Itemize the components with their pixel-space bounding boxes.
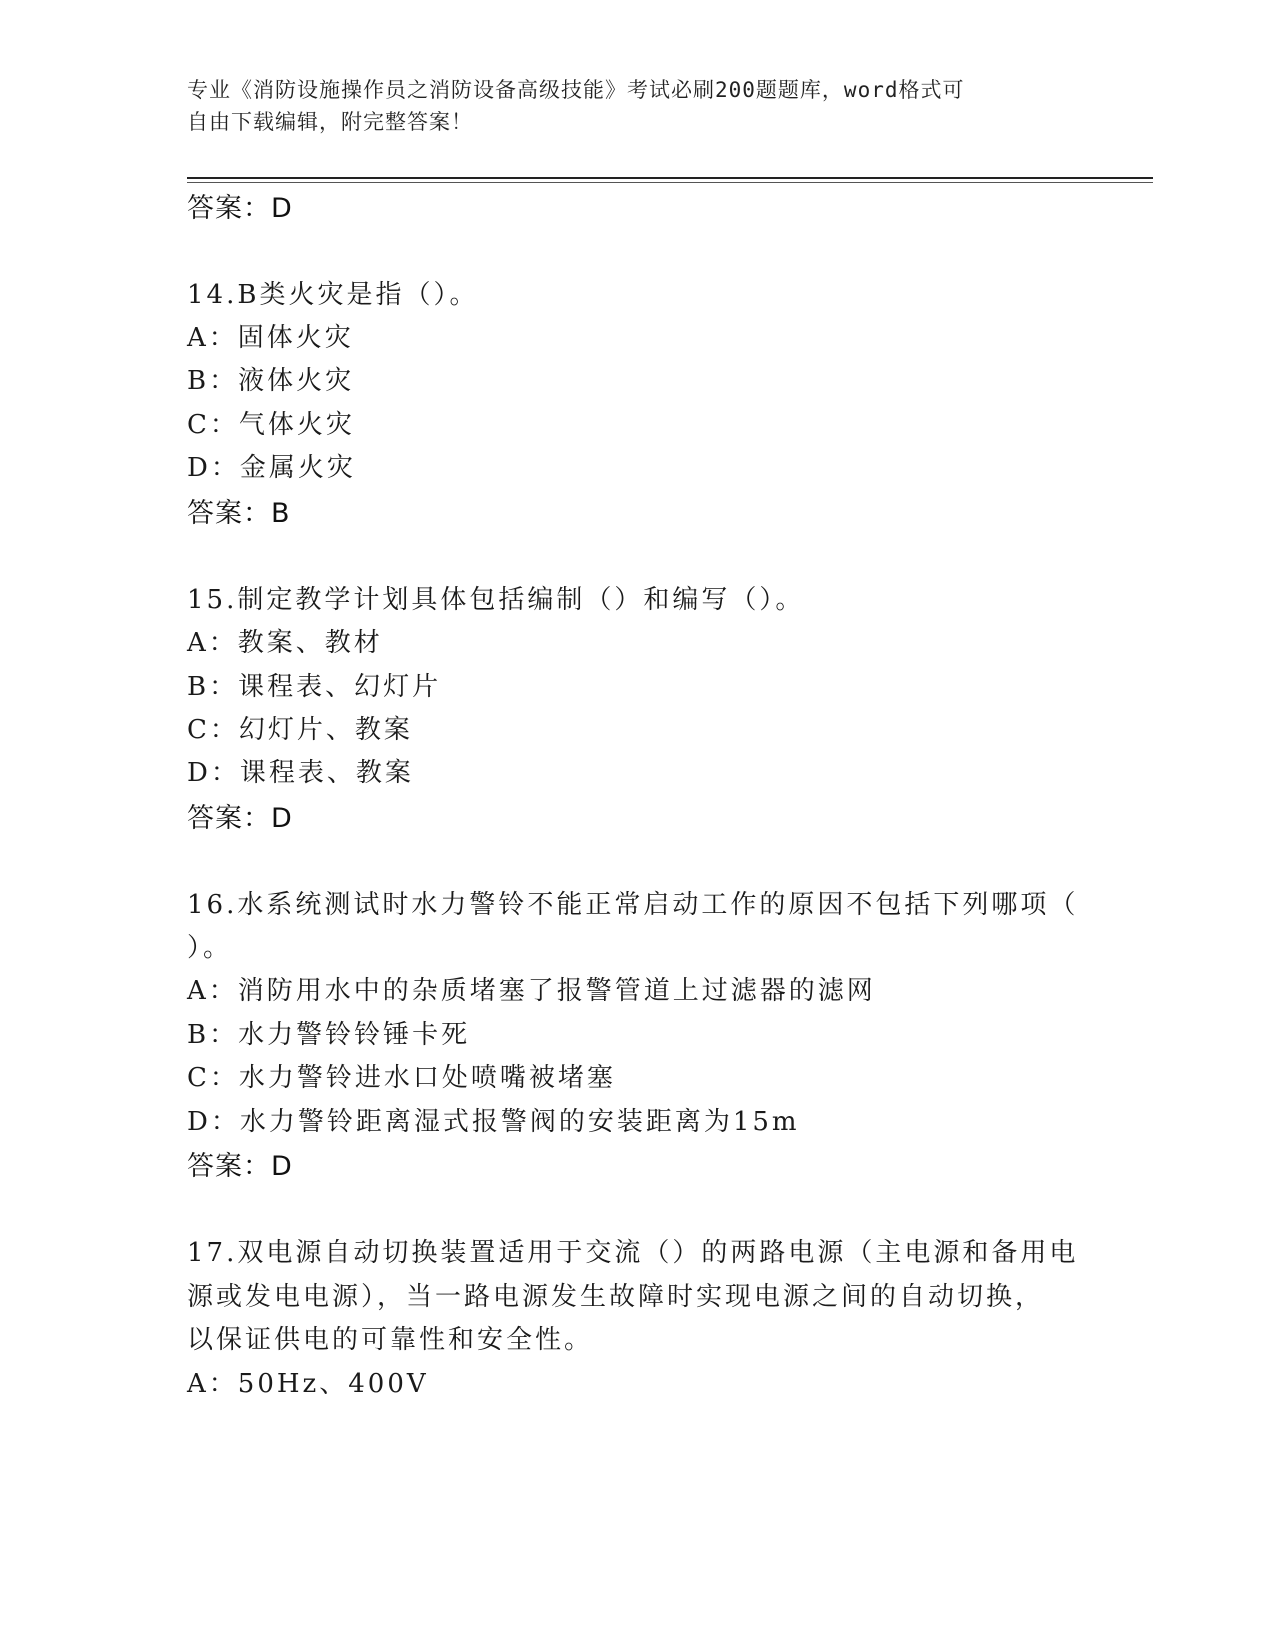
document-header — [187, 74, 1077, 138]
question-14-option-d: D：金属火灾 — [187, 453, 356, 483]
question-14-stem: 14.B类火灾是指（）。 — [187, 280, 479, 310]
question-17-stem-line-1: 17.双电源自动切换装置适用于交流（）的两路电源（主电源和备用电 — [187, 1238, 1079, 1268]
question-16-stem-line-1: 16.水系统测试时水力警铃不能正常启动工作的原因不包括下列哪项（ — [187, 890, 1079, 920]
question-15-option-c: C：幻灯片、教案 — [187, 715, 413, 745]
answer-14: 答案：B — [187, 498, 291, 529]
header-line-2: 自由下载编辑，附完整答案！ — [187, 110, 473, 134]
answer-16: 答案：D — [187, 1151, 293, 1182]
question-17-stem-line-2: 源或发电电源），当一路电源发生故障时实现电源之间的自动切换， — [187, 1282, 1045, 1312]
question-14-option-b: B：液体火灾 — [187, 366, 355, 396]
question-16-option-a: A：消防用水中的杂质堵塞了报警管道上过滤器的滤网 — [187, 976, 876, 1006]
question-14-option-a: A：固体火灾 — [187, 323, 354, 353]
question-17-option-a: A：50Hz、400V — [187, 1369, 429, 1399]
question-14-option-c: C：气体火灾 — [187, 410, 355, 440]
question-16-option-c: C：水力警铃进水口处喷嘴被堵塞 — [187, 1063, 616, 1093]
header-divider — [187, 177, 1153, 179]
question-15-option-a: A：教案、教材 — [187, 628, 383, 658]
header-divider-thin — [187, 182, 1153, 183]
question-15-option-d: D：课程表、教案 — [187, 758, 414, 788]
question-15-option-b: B：课程表、幻灯片 — [187, 672, 442, 702]
question-16-stem-line-2: ）。 — [187, 933, 233, 963]
question-15-stem: 15.制定教学计划具体包括编制（）和编写（）。 — [187, 585, 805, 615]
question-16-option-b: B：水力警铃铃锤卡死 — [187, 1020, 471, 1050]
question-17-stem-line-3: 以保证供电的可靠性和安全性。 — [187, 1325, 594, 1355]
question-16-option-d: D：水力警铃距离湿式报警阀的安装距离为15m — [187, 1107, 800, 1137]
header-line-1: 专业《消防设施操作员之消防设备高级技能》考试必刷200题题库，word格式可 — [187, 78, 965, 102]
answer-15: 答案：D — [187, 803, 293, 834]
answer-13: 答案：D — [187, 193, 293, 224]
